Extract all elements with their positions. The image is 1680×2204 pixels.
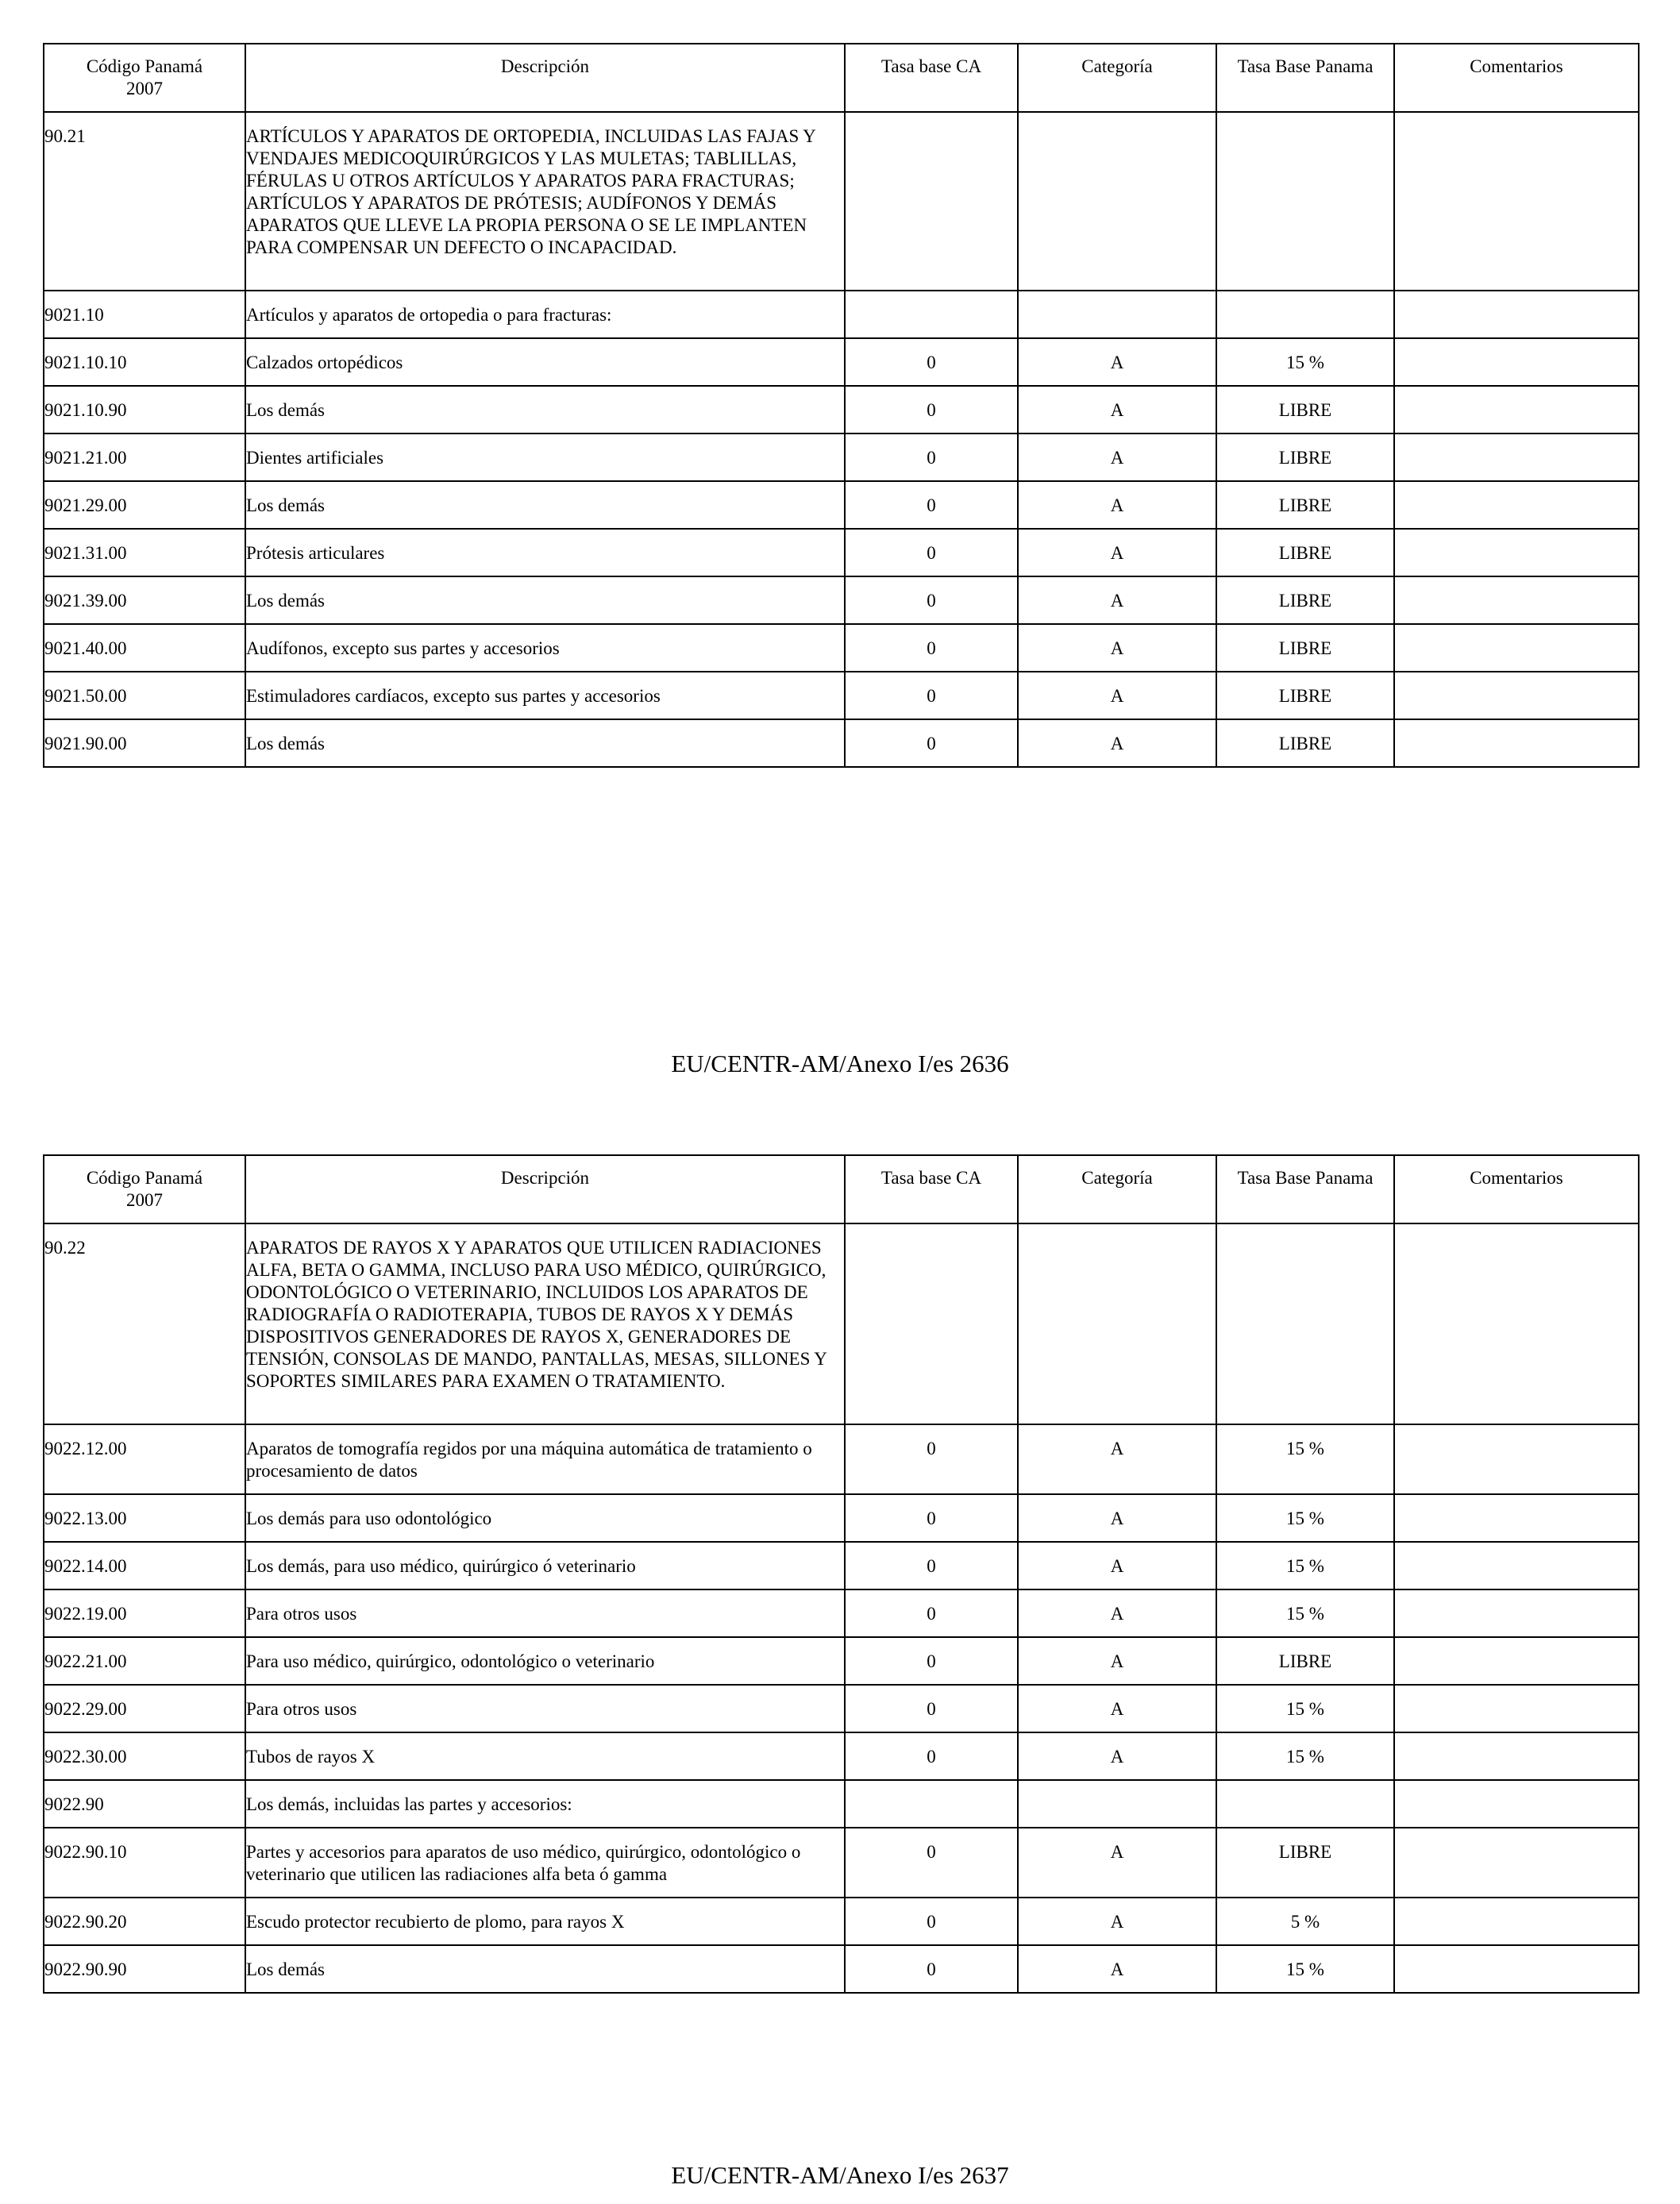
table-row [44,719,1639,767]
cell-comentarios [1394,1945,1639,1993]
cell-categoria: A [1018,433,1216,481]
cell-categoria: A [1018,1637,1216,1685]
cell-description: Los demás [245,576,845,624]
cell-tasa-ca: 0 [845,1637,1018,1685]
cell-tasa-panama: LIBRE [1216,672,1394,719]
table-row [44,1424,1639,1494]
cell-code: 9021.39.00 [44,576,245,624]
header-codigo: Código Panamá 2007 [44,1155,245,1223]
cell-tasa-panama: LIBRE [1216,1637,1394,1685]
table-row [44,1945,1639,1993]
cell-tasa-ca: 0 [845,1945,1018,1993]
cell-tasa-ca: 0 [845,529,1018,576]
cell-comentarios [1394,1898,1639,1945]
cell-code: 9022.29.00 [44,1685,245,1732]
cell-code: 9021.90.00 [44,719,245,767]
cell-code: 9022.90.90 [44,1945,245,1993]
table-row [44,1732,1639,1780]
page-footer-2636: EU/CENTR-AM/Anexo I/es 2636 [671,1050,1009,1077]
cell-code: 90.22 [44,1223,245,1424]
cell-code: 9021.21.00 [44,433,245,481]
cell-description: Para otros usos [245,1589,845,1637]
cell-tasa-panama: LIBRE [1216,433,1394,481]
cell-tasa-ca: 0 [845,481,1018,529]
cell-categoria: A [1018,719,1216,767]
cell-comentarios [1394,1494,1639,1542]
cell-tasa-panama [1216,291,1394,338]
cell-code: 9022.90 [44,1780,245,1828]
cell-code: 9021.50.00 [44,672,245,719]
cell-comentarios [1394,1828,1639,1898]
table-row [44,433,1639,481]
cell-categoria: A [1018,1732,1216,1780]
table-row [44,576,1639,624]
cell-tasa-panama: 15 % [1216,1542,1394,1589]
cell-code: 9022.21.00 [44,1637,245,1685]
cell-description: Partes y accesorios para aparatos de uso médico, quirúrgico, odontológico o veterinario que utilicen las radiaciones alfa beta ó gamma [245,1828,845,1898]
table-row [44,291,1639,338]
cell-comentarios [1394,1223,1639,1424]
cell-tasa-ca: 0 [845,672,1018,719]
cell-comentarios [1394,1637,1639,1685]
cell-comentarios [1394,719,1639,767]
cell-tasa-ca: 0 [845,1828,1018,1898]
cell-tasa-panama: 15 % [1216,1945,1394,1993]
cell-description: Los demás [245,386,845,433]
cell-categoria: A [1018,1685,1216,1732]
cell-description: Para uso médico, quirúrgico, odontológico o veterinario [245,1637,845,1685]
page-footer-2637: EU/CENTR-AM/Anexo I/es 2637 [671,2161,1009,2189]
cell-comentarios [1394,433,1639,481]
cell-comentarios [1394,1685,1639,1732]
cell-tasa-panama: LIBRE [1216,529,1394,576]
cell-categoria [1018,1780,1216,1828]
cell-categoria: A [1018,672,1216,719]
cell-comentarios [1394,624,1639,672]
cell-description: Los demás [245,481,845,529]
table-row [44,338,1639,386]
cell-tasa-ca: 0 [845,1589,1018,1637]
cell-code: 9022.90.10 [44,1828,245,1898]
header-descripcion: Descripción [245,44,845,112]
cell-comentarios [1394,112,1639,291]
cell-code: 9022.13.00 [44,1494,245,1542]
table-row [44,1637,1639,1685]
cell-categoria: A [1018,481,1216,529]
cell-description: Estimuladores cardíacos, excepto sus partes y accesorios [245,672,845,719]
table-row [44,1589,1639,1637]
cell-description: APARATOS DE RAYOS X Y APARATOS QUE UTILICEN RADIACIONES ALFA, BETA O GAMMA, INCLUSO PARA USO MÉDICO, QUIRÚRGICO, ODONTOLÓGICO O VETERINARIO, INCLUIDOS LOS APARATOS DE RADIOGRAFÍA O RADIOTERAPIA, TUBOS DE RAYOS X Y DEMÁS DISPOSITIVOS GENERADORES DE RAYOS X, GENERADORES DE TENSIÓN, CONSOLAS DE MANDO, PANTALLAS, MESAS, SILLONES Y SOPORTES SIMILARES PARA EXAMEN O TRATAMIENTO. [245,1223,845,1424]
table-header-row [44,44,1639,112]
cell-categoria [1018,291,1216,338]
header-categoria: Categoría [1018,44,1216,112]
table-row [44,1898,1639,1945]
cell-categoria [1018,112,1216,291]
cell-code: 9022.30.00 [44,1732,245,1780]
cell-tasa-panama: LIBRE [1216,481,1394,529]
cell-categoria: A [1018,576,1216,624]
cell-tasa-ca: 0 [845,1898,1018,1945]
cell-tasa-panama: LIBRE [1216,719,1394,767]
cell-tasa-panama: LIBRE [1216,624,1394,672]
header-tasa-base-panama: Tasa Base Panama [1216,44,1394,112]
cell-tasa-ca: 0 [845,1424,1018,1494]
table-row [44,672,1639,719]
cell-tasa-panama: 15 % [1216,338,1394,386]
header-comentarios: Comentarios [1394,44,1639,112]
cell-tasa-ca [845,1780,1018,1828]
table-row [44,386,1639,433]
cell-comentarios [1394,1780,1639,1828]
cell-tasa-panama: 15 % [1216,1685,1394,1732]
cell-tasa-panama [1216,1223,1394,1424]
table-row [44,1223,1639,1424]
header-tasa-base-ca: Tasa base CA [845,44,1018,112]
cell-code: 9021.40.00 [44,624,245,672]
cell-tasa-panama: 15 % [1216,1424,1394,1494]
cell-description: Los demás [245,719,845,767]
cell-code: 90.21 [44,112,245,291]
cell-comentarios [1394,1424,1639,1494]
cell-categoria: A [1018,1424,1216,1494]
cell-tasa-ca: 0 [845,338,1018,386]
cell-description: Tubos de rayos X [245,1732,845,1780]
cell-categoria: A [1018,386,1216,433]
table-row [44,1685,1639,1732]
table-row [44,1542,1639,1589]
cell-description: Audífonos, excepto sus partes y accesorios [245,624,845,672]
cell-tasa-ca: 0 [845,576,1018,624]
cell-categoria: A [1018,1494,1216,1542]
cell-tasa-panama [1216,1780,1394,1828]
cell-tasa-panama: 15 % [1216,1589,1394,1637]
cell-tasa-panama: 15 % [1216,1494,1394,1542]
table-header-row [44,1155,1639,1223]
cell-code: 9022.12.00 [44,1424,245,1494]
cell-comentarios [1394,672,1639,719]
cell-categoria: A [1018,1945,1216,1993]
cell-description: Los demás, para uso médico, quirúrgico ó veterinario [245,1542,845,1589]
header-tasa-base-ca: Tasa base CA [845,1155,1018,1223]
cell-code: 9021.10.10 [44,338,245,386]
header-codigo: Código Panamá 2007 [44,44,245,112]
cell-tasa-ca: 0 [845,1685,1018,1732]
cell-tasa-ca: 0 [845,1494,1018,1542]
cell-description: ARTÍCULOS Y APARATOS DE ORTOPEDIA, INCLUIDAS LAS FAJAS Y VENDAJES MEDICOQUIRÚRGICOS Y LAS MULETAS; TABLILLAS, FÉRULAS U OTROS ARTÍCULOS Y APARATOS PARA FRACTURAS; ARTÍCULOS Y APARATOS DE PRÓTESIS; AUDÍFONOS Y DEMÁS APARATOS QUE LLEVE LA PROPIA PERSONA O SE LE IMPLANTEN PARA COMPENSAR UN DEFECTO O INCAPACIDAD. [245,112,845,291]
cell-code: 9021.31.00 [44,529,245,576]
table-row [44,624,1639,672]
cell-comentarios [1394,338,1639,386]
tariff-table-page-2637 [43,1154,1640,1994]
cell-tasa-ca: 0 [845,386,1018,433]
cell-categoria: A [1018,529,1216,576]
cell-comentarios [1394,1542,1639,1589]
table-row [44,1780,1639,1828]
cell-categoria: A [1018,1542,1216,1589]
cell-description: Artículos y aparatos de ortopedia o para fracturas: [245,291,845,338]
cell-tasa-panama [1216,112,1394,291]
cell-code: 9022.19.00 [44,1589,245,1637]
cell-comentarios [1394,386,1639,433]
cell-tasa-ca: 0 [845,433,1018,481]
cell-tasa-ca: 0 [845,1732,1018,1780]
header-categoria: Categoría [1018,1155,1216,1223]
cell-categoria: A [1018,1898,1216,1945]
cell-description: Aparatos de tomografía regidos por una máquina automática de tratamiento o procesamiento de datos [245,1424,845,1494]
cell-comentarios [1394,1732,1639,1780]
cell-tasa-panama: 5 % [1216,1898,1394,1945]
cell-comentarios [1394,576,1639,624]
cell-categoria: A [1018,338,1216,386]
table-row [44,1494,1639,1542]
cell-description: Los demás, incluidas las partes y accesorios: [245,1780,845,1828]
cell-comentarios [1394,481,1639,529]
cell-categoria [1018,1223,1216,1424]
cell-code: 9022.90.20 [44,1898,245,1945]
cell-tasa-panama: LIBRE [1216,576,1394,624]
cell-categoria: A [1018,1828,1216,1898]
table-row [44,529,1639,576]
cell-comentarios [1394,291,1639,338]
cell-code: 9021.29.00 [44,481,245,529]
cell-description: Para otros usos [245,1685,845,1732]
cell-comentarios [1394,1589,1639,1637]
table-row [44,112,1639,291]
header-descripcion: Descripción [245,1155,845,1223]
cell-tasa-panama: LIBRE [1216,1828,1394,1898]
cell-description: Los demás para uso odontológico [245,1494,845,1542]
table-row [44,481,1639,529]
cell-description: Dientes artificiales [245,433,845,481]
cell-description: Prótesis articulares [245,529,845,576]
cell-categoria: A [1018,1589,1216,1637]
cell-description: Calzados ortopédicos [245,338,845,386]
cell-tasa-ca [845,291,1018,338]
cell-tasa-ca [845,112,1018,291]
cell-tasa-panama: 15 % [1216,1732,1394,1780]
cell-tasa-ca: 0 [845,624,1018,672]
cell-code: 9022.14.00 [44,1542,245,1589]
cell-description: Escudo protector recubierto de plomo, para rayos X [245,1898,845,1945]
cell-comentarios [1394,529,1639,576]
cell-description: Los demás [245,1945,845,1993]
tariff-table-page-2636 [43,43,1640,768]
cell-tasa-ca [845,1223,1018,1424]
header-tasa-base-panama: Tasa Base Panama [1216,1155,1394,1223]
header-comentarios: Comentarios [1394,1155,1639,1223]
table-row [44,1828,1639,1898]
cell-code: 9021.10 [44,291,245,338]
cell-code: 9021.10.90 [44,386,245,433]
cell-categoria: A [1018,624,1216,672]
cell-tasa-ca: 0 [845,1542,1018,1589]
cell-tasa-ca: 0 [845,719,1018,767]
cell-tasa-panama: LIBRE [1216,386,1394,433]
